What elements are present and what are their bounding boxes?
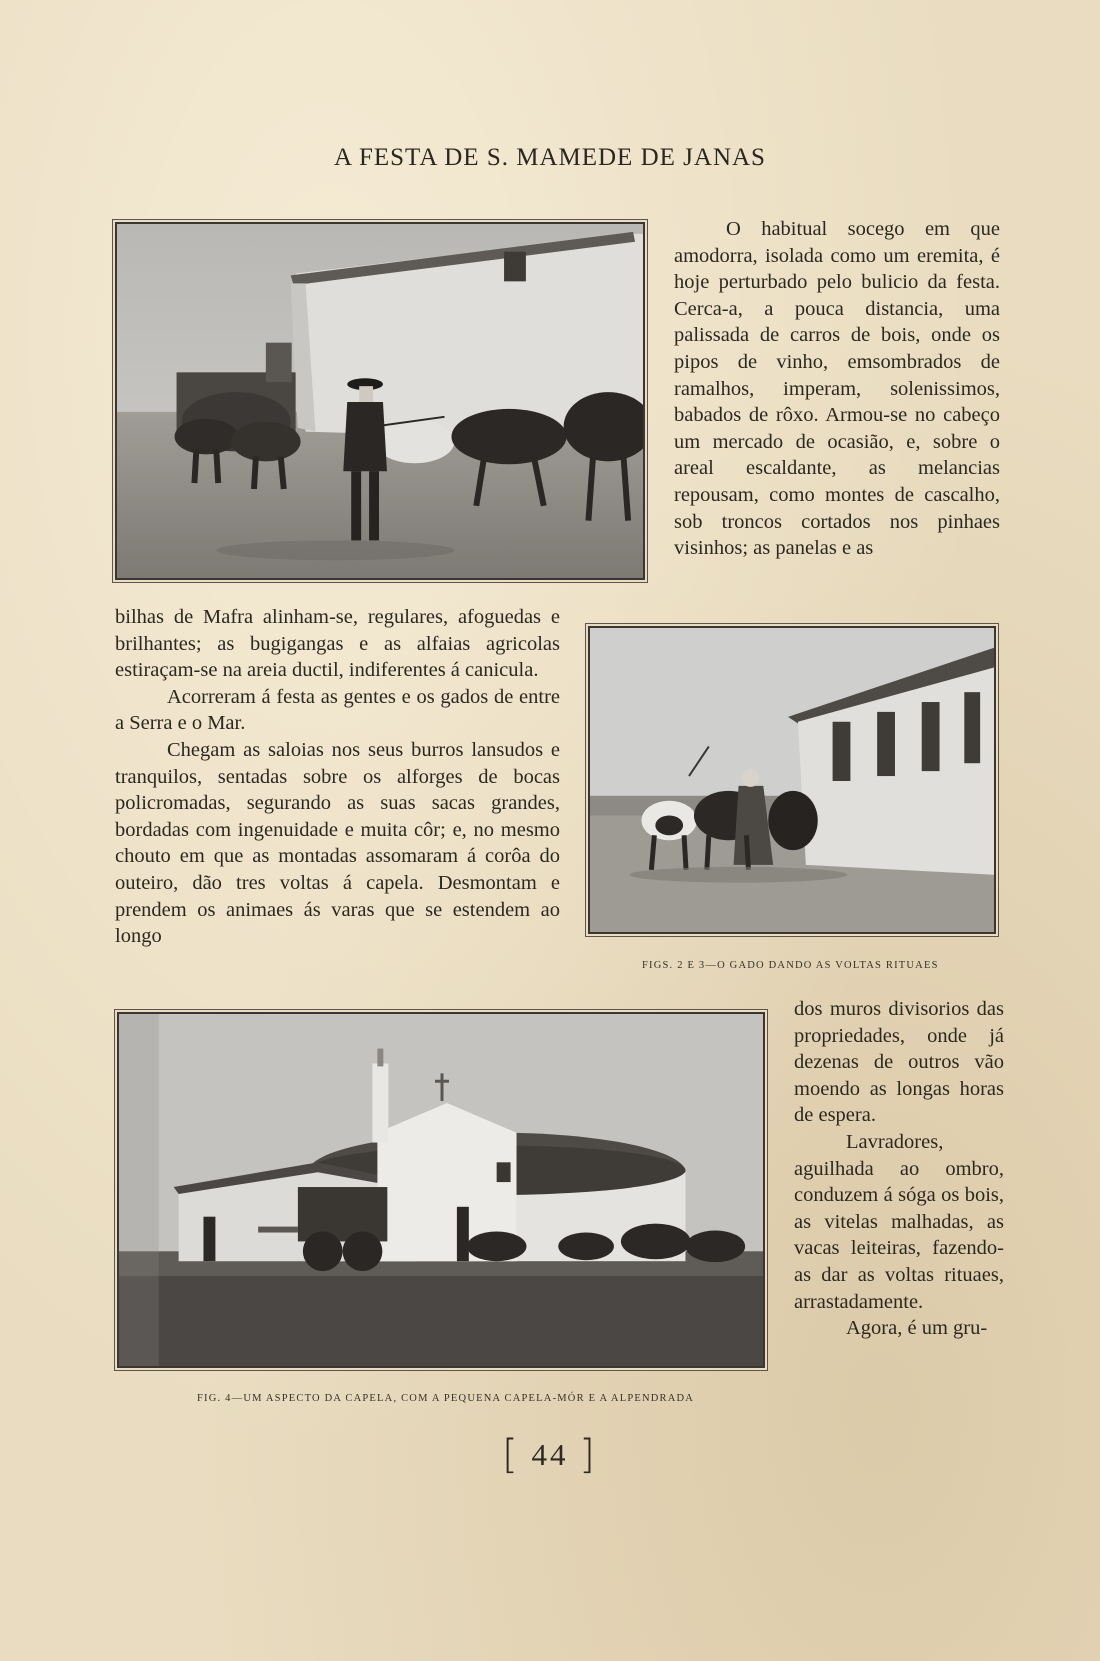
paragraph: Lavradores, aguilhada ao ombro, conduzem á sóga os bois, as vitelas malhadas, as vacas leiteiras, fazendo-as dar as voltas rituaes, arrastadamente. (794, 1130, 1004, 1313)
paragraph: Acorreram á festa as gentes e os gados de entre a Serra e o Mar. (115, 685, 560, 735)
running-title: A FESTA DE S. MAMEDE DE JANAS (334, 144, 766, 171)
left-bracket: [ (502, 1432, 521, 1478)
right-bracket: ] (579, 1432, 598, 1478)
paragraph: bilhas de Mafra alinham-se, regulares, afoguedas e brilhantes; as bugigangas e as alfaias agricolas estiraçam-se na areia ductil, indiferentes á canicula. (115, 606, 560, 682)
caption-fig-4: FIG. 4—UM ASPECTO DA CAPELA, COM A PEQUENA CAPELA-MÓR E A ALPENDRADA (197, 1393, 695, 1404)
caption-figs-2-3: FIGS. 2 E 3—O GADO DANDO AS VOLTAS RITUAES (642, 960, 939, 971)
text-column-bottom-right (794, 996, 1004, 1342)
text-column-top-right (674, 216, 1000, 562)
paragraph: O habitual socego em que amodorra, isolada como um eremita, é hoje perturbado pelo bulicio da festa. Cerca-a, a pouca distancia, uma palissada de carros de bois, onde os pipos de vinho, emsombrados de ramalhos, imperam, solenissimos, babados de rôxo. Armou-se no cabeço um mercado de ocasião, e, sobre o areal escaldante, as melancias repousam, como montes de cascalho, sob troncos cortados nos pinhaes visinhos; as panelas e as (674, 218, 1000, 560)
page-number (0, 1432, 1100, 1478)
paragraph: dos muros divisorios das propriedades, onde já dezenas de outros vão moendo as longas horas de espera. (794, 998, 1004, 1127)
paragraph: Agora, é um gru- (846, 1317, 988, 1340)
photo-chapel-view (117, 1012, 765, 1368)
paragraph: Chegam as saloias nos seus burros lansudos e tranquilos, sentadas sobre os alforges de bocas policromadas, segurando as suas sacas grandes, bordadas com ingenuidade e muita côr; e, no mesmo chouto em que as montadas assomaram á corôa do outeiro, dão tres voltas á capela. Desmontam e prendem os animaes ás varas que se estendem ao longo (115, 738, 560, 948)
photo-cattle-at-arcade (588, 626, 996, 934)
photo-cattle-at-chapel-wall (115, 222, 645, 580)
text-column-middle-left (115, 604, 560, 950)
page-number-value: 44 (531, 1437, 569, 1472)
